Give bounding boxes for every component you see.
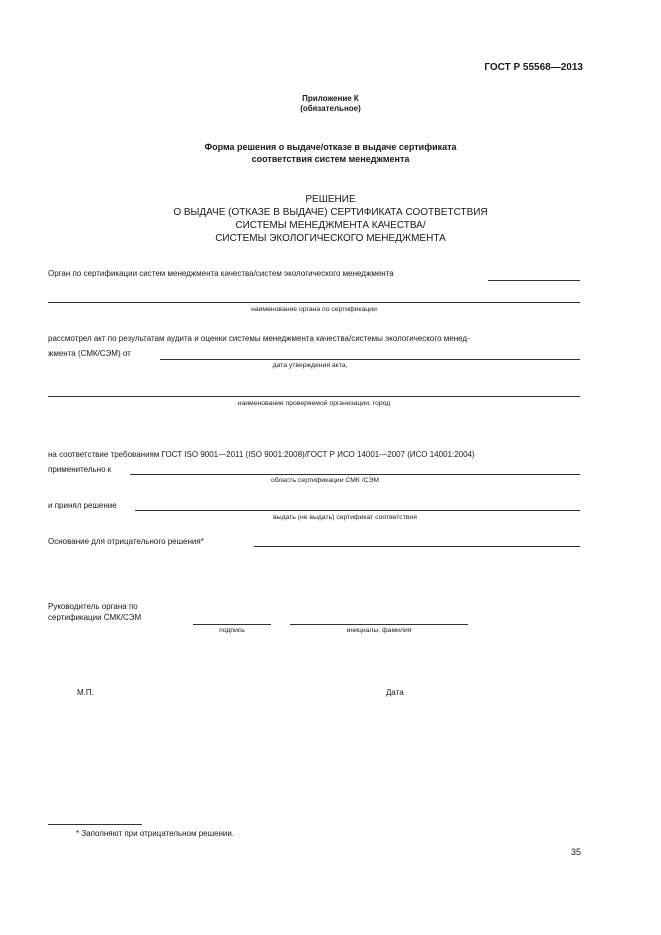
appendix-title: Приложение К <box>302 94 359 103</box>
footnote-text: * Заполняют при отрицательном решении. <box>76 829 235 838</box>
decision-caption: выдать (не выдать) сертификат соответствия <box>273 514 417 521</box>
decision-title-line1: РЕШЕНИЕ <box>305 194 356 205</box>
signature-line[interactable] <box>193 624 271 625</box>
form-title-line1: Форма решения о выдаче/отказе в выдаче сертификата <box>204 142 457 152</box>
signature-caption: подпись <box>219 627 245 634</box>
date-label: Дата <box>386 688 404 697</box>
footnote-rule <box>48 824 142 825</box>
organ-caption: наименование органа по сертификации <box>251 306 377 313</box>
organization-caption: наименование проверяемой организации. город <box>237 400 391 407</box>
head-title-line2: сертификации СМК/СЭМ <box>48 613 142 622</box>
decision-title-line4: СИСТЕМЫ ЭКОЛОГИЧЕСКОГО МЕНЕДЖМЕНТА <box>215 233 446 244</box>
scope-caption: область сертификации СМК /СЭМ <box>270 477 380 484</box>
act-date-line[interactable] <box>160 359 580 360</box>
organ-line-full[interactable] <box>48 302 580 303</box>
appendix-status: (обязательное) <box>300 104 361 113</box>
decision-label: и принял решение <box>48 501 117 510</box>
negative-basis-line[interactable] <box>254 546 580 547</box>
reviewed-line1: рассмотрел акт по результатам аудита и оценки системы менеджмента качества/системы экологического менед- <box>48 334 470 343</box>
form-title-line2: соответствия систем менеджмента <box>251 154 410 164</box>
head-title-line1: Руководитель органа по <box>48 602 138 611</box>
act-date-caption: дата утверждения акта, <box>272 362 348 369</box>
name-caption: инициалы, фамилия <box>346 627 412 634</box>
decision-title-line3: СИСТЕМЫ МЕНЕДЖМЕНТА КАЧЕСТВА/ <box>235 220 426 231</box>
applicable-label: применительно к <box>48 465 112 474</box>
conformity-line: на соответствие требованиям ГОСТ ISO 9001—2011 (ISO 9001:2008)/ГОСТ Р ИСО 14001—2007 (ИСО 14001:2004) <box>48 450 475 459</box>
scope-line[interactable] <box>130 474 580 475</box>
page-number: 35 <box>570 847 581 857</box>
name-line[interactable] <box>290 624 468 625</box>
decision-line[interactable] <box>135 510 580 511</box>
organ-label: Орган по сертификации систем менеджмента качества/систем экологического менеджмента <box>48 269 394 278</box>
organ-line-short[interactable] <box>488 280 580 281</box>
negative-basis-label: Основание для отрицательного решения* <box>48 537 204 546</box>
organization-line[interactable] <box>48 396 580 397</box>
decision-title-line2: О ВЫДАЧЕ (ОТКАЗЕ В ВЫДАЧЕ) СЕРТИФИКАТА СООТВЕТСТВИЯ <box>173 207 488 218</box>
stamp-label: М.П. <box>77 688 94 697</box>
reviewed-line2: жмента (СМК/СЭМ) от <box>48 349 131 358</box>
standard-number: ГОСТ Р 55568—2013 <box>484 62 583 73</box>
